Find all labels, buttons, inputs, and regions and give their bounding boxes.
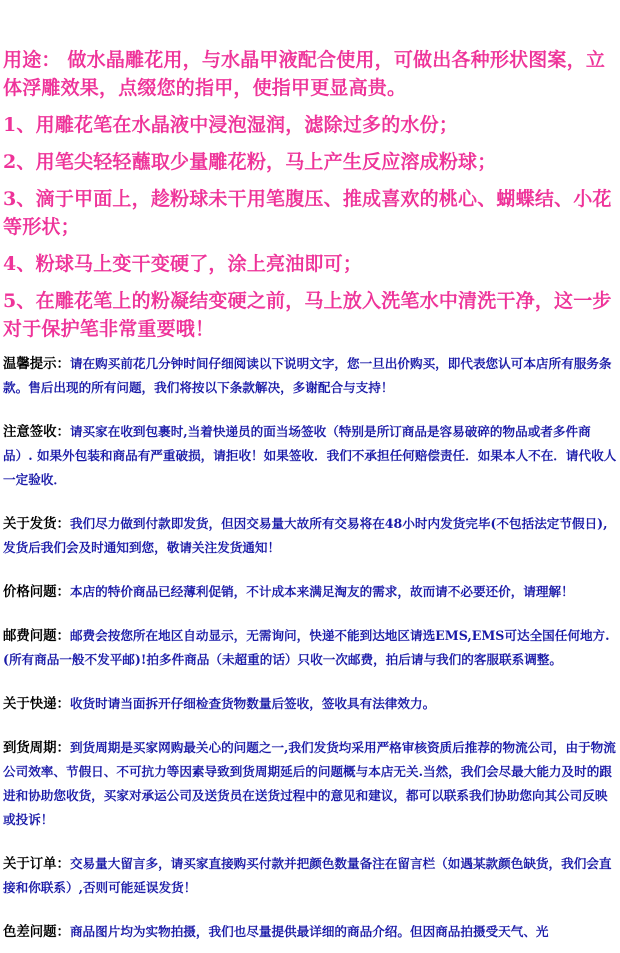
notice-title: 色差问题： [3, 924, 70, 940]
notice-body: 交易量大留言多，请买家直接购买付款并把颜色数量备注在留言栏（如遇某款颜色缺货，我们会直接和你联系）,否则可能延误发货！ [3, 856, 612, 895]
notice-color-difference [3, 920, 617, 944]
notice-title: 关于发货： [3, 516, 70, 532]
notice-body: 收货时请当面拆开仔细检查货物数量后签收，签收具有法律效力。 [69, 696, 436, 711]
notice-orders [3, 852, 617, 900]
notice-price [3, 580, 617, 604]
notice-title: 到货周期： [3, 740, 70, 756]
notice-body: 邮费会按您所在地区自动显示，无需询问，快递不能到达地区请选EMS,EMS可达全国任何地方.(所有商品一般不发平邮)!拍多件商品（未超重的话）只收一次邮费，拍后请与我们的客服联系调整。 [3, 628, 610, 667]
usage-step: 1、用雕花笔在水晶液中浸泡湿润，滤除过多的水份； [3, 114, 459, 136]
notice-title: 关于快递： [3, 696, 70, 712]
notice-body: 请在购买前花几分钟时间仔细阅读以下说明文字，您一旦出价购买，即代表您认可本店所有服务条款。售后出现的所有问题，我们将按以下条款解决，多谢配合与支持！ [3, 356, 612, 395]
notice-title: 邮费问题： [3, 628, 70, 644]
notice-body: 本店的特价商品已经薄利促销，不计成本来满足淘友的需求，故而请不必要还价，请理解！ [69, 584, 574, 599]
notice-express [3, 692, 617, 716]
usage-step: 5、在雕花笔上的粉凝结变硬之前，马上放入洗笔水中清洗干净，这一步对于保护笔非常重要哦！ [3, 290, 612, 340]
usage-section [3, 46, 617, 343]
usage-step: 4、粉球马上变干变硬了，涂上亮油即可； [3, 253, 363, 275]
notice-shipping [3, 512, 617, 560]
notice-body: 到货周期是买家网购最关心的问题之一,我们发货均采用严格审核资质后推荐的物流公司，由于物流公司效率、节假日、不可抗力等因素导致到货周期延后的问题概与本店无关.当然，我们会尽最大能力及时的跟进和协助您收货，买家对承运公司及送货员在送货过程中的意见和建议，都可以联系我们协助您向其公司反映或投诉！ [3, 740, 616, 827]
notice-signing [3, 420, 617, 492]
notice-title: 关于订单： [3, 856, 70, 872]
notice-title: 温馨提示： [3, 356, 70, 372]
notice-title: 价格问题： [3, 584, 70, 600]
notice-postage [3, 624, 617, 672]
notice-body: 我们尽力做到付款即发货，但因交易量大故所有交易将在48小时内发货完毕(不包括法定节假日),发货后我们会及时通知到您，敬请关注发货通知！ [3, 516, 608, 555]
usage-intro: 用途： 做水晶雕花用，与水晶甲液配合使用，可做出各种形状图案，立体浮雕效果，点缀您的指甲，使指甲更显高贵。 [3, 49, 606, 99]
notice-title: 注意签收： [3, 424, 70, 440]
notice-body: 请买家在收到包裹时,当着快递员的面当场签收（特别是所订商品是容易破碎的物品或者多件商品）. 如果外包装和商品有严重破损，请拒收！如果签收．我们不承担任何赔偿责任．如果本人不在．请代收人一定验收． [3, 424, 617, 487]
store-policy-notices [3, 352, 617, 944]
notice-body: 商品图片均为实物拍摄，我们也尽量提供最详细的商品介绍。但因商品拍摄受天气、光 [69, 924, 549, 939]
notice-delivery-period [3, 736, 617, 832]
notice-warm-tips [3, 352, 617, 400]
usage-step: 2、用笔尖轻轻蘸取少量雕花粉，马上产生反应溶成粉球； [3, 151, 497, 173]
usage-step: 3、滴于甲面上，趁粉球未干用笔腹压、推成喜欢的桃心、蝴蝶结、小花等形状； [3, 188, 612, 238]
